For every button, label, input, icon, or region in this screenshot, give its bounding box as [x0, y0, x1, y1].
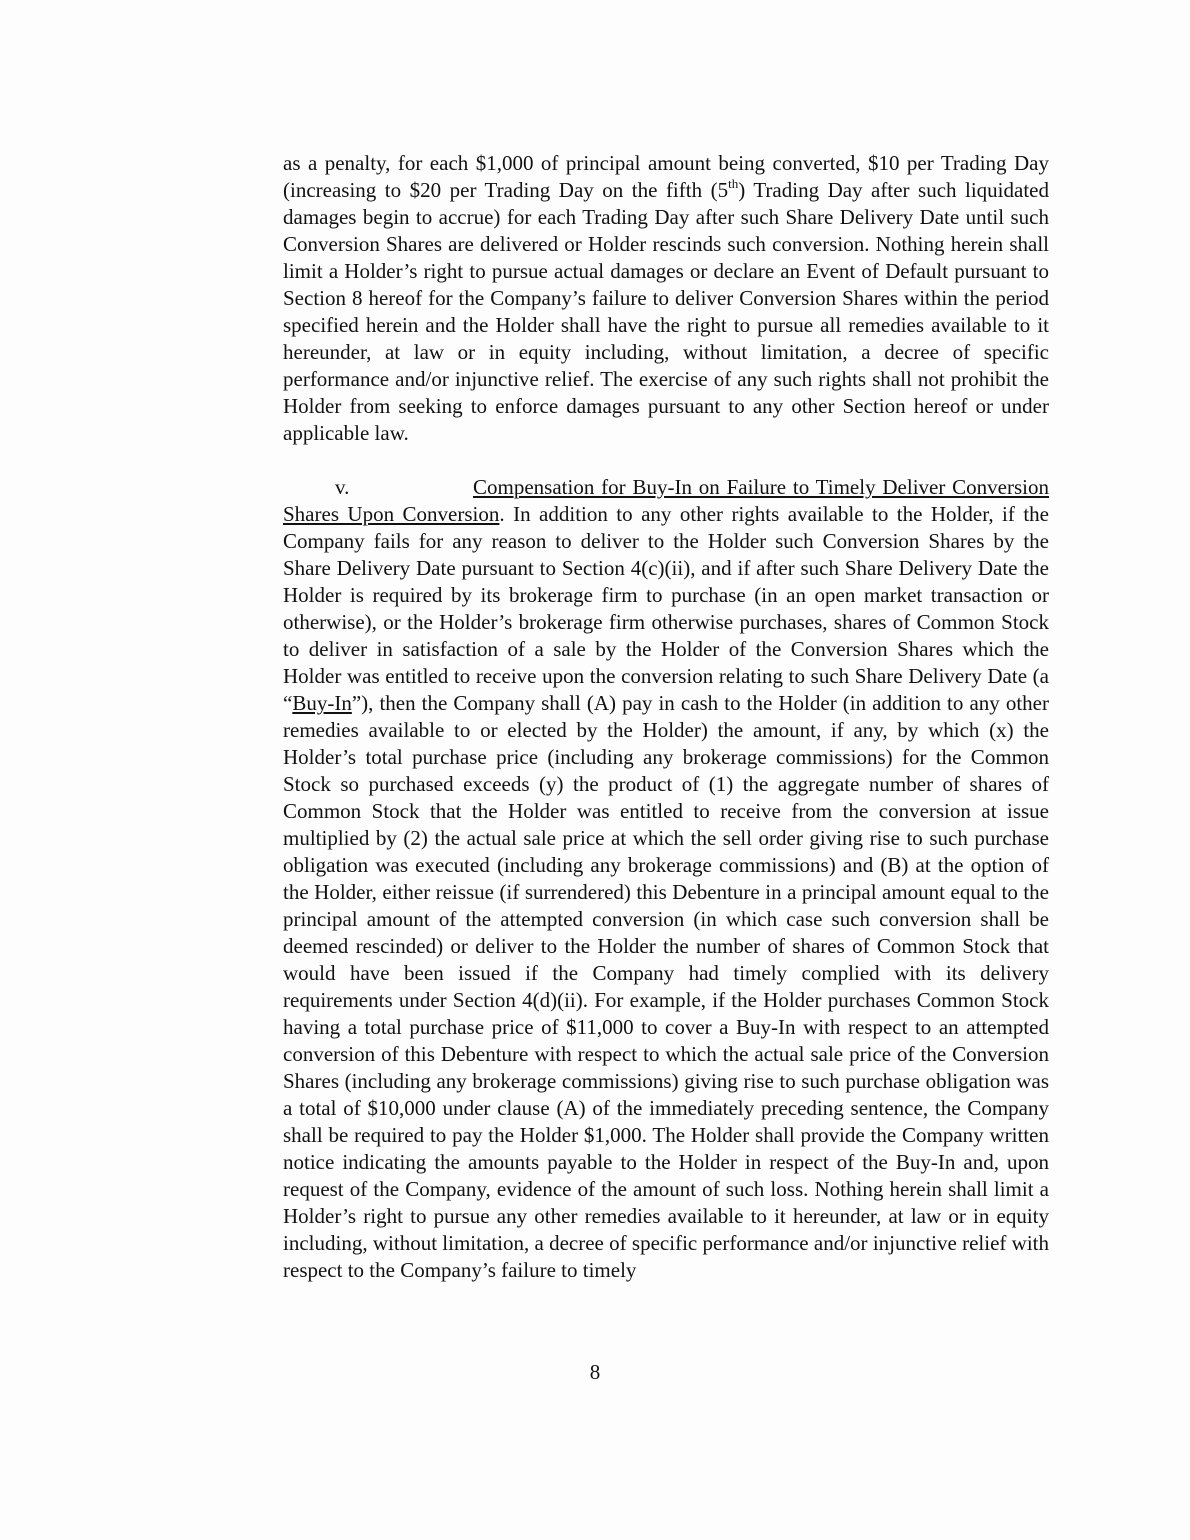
ordinal-superscript: th	[728, 176, 739, 191]
section-v-paragraph	[283, 474, 1049, 1284]
body-text	[283, 150, 1049, 1284]
section-heading-period: .	[499, 502, 505, 526]
section-heading: Compensation for Buy-In on Failure to Timely Deliver Conversion Shares Upon Conversion	[283, 475, 1049, 526]
section-marker: v.	[335, 475, 350, 499]
section-text-part-2: ”), then the Company shall (A) pay in cash to the Holder (in addition to any other remedies available to or elected by the Holder) the amount, if any, by which (x) the Holder’s total purchase price (including any brokerage commissions) for the Common Stock so purchased exceeds (y) the product of (1) the aggregate number of shares of Common Stock that the Holder was entitled to receive from the conversion at issue multiplied by (2) the actual sale price at which the sell order giving rise to such purchase obligation was executed (including any brokerage commissions) and (B) at the option of the Holder, either reissue (if surrendered) this Debenture in a principal amount equal to the principal amount of the attempted conversion (in which case such conversion shall be deemed rescinded) or deliver to the Holder the number of shares of Common Stock that would have been issued if the Company had timely complied with its delivery requirements under Section 4(d)(ii). For example, if the Holder purchases Common Stock having a total purchase price of $11,000 to cover a Buy-In with respect to an attempted conversion of this Debenture with respect to which the actual sale price of the Conversion Shares (including any brokerage commissions) giving rise to such purchase obligation was a total of $10,000 under clause (A) of the immediately preceding sentence, the Company shall be required to pay the Holder $1,000. The Holder shall provide the Company written notice indicating the amounts payable to the Holder in respect of the Buy-In and, upon request of the Company, evidence of the amount of such loss. Nothing herein shall limit a Holder’s right to pursue any other remedies available to it hereunder, at law or in equity including, without limitation, a decree of specific performance and/or injunctive relief with respect to the Company’s failure to timely	[283, 691, 1049, 1282]
section-text-part-1: In addition to any other rights available to the Holder, if the Company fails for any reason to deliver to the Holder such Conversion Shares by the Share Delivery Date pursuant to Section 4(c)(ii), and if after such Share Delivery Date the Holder is required by its brokerage firm to purchase (in an open market transaction or otherwise), or the Holder’s brokerage firm otherwise purchases, shares of Common Stock to deliver in satisfaction of a sale by the Holder of the Conversion Shares which the Holder was entitled to receive upon the conversion relating to such Share Delivery Date (a “	[283, 502, 1049, 715]
defined-term-buy-in: Buy-In	[292, 691, 352, 715]
paragraph-text-part-2: ) Trading Day after such liquidated damages begin to accrue) for each Trading Day after such Share Delivery Date until such Conversion Shares are delivered or Holder rescinds such conversion. Nothing herein shall limit a Holder’s right to pursue actual damages or declare an Event of Default pursuant to Section 8 hereof for the Company’s failure to deliver Conversion Shares within the period specified herein and the Holder shall have the right to pursue all remedies available to it hereunder, at law or in equity including, without limitation, a decree of specific performance and/or injunctive relief. The exercise of any such rights shall not prohibit the Holder from seeking to enforce damages pursuant to any other Section hereof or under applicable law.	[283, 178, 1049, 445]
continued-paragraph	[283, 150, 1049, 447]
paragraph-text-part-1: as a penalty, for each $1,000 of principal amount being converted, $10 per Trading Day (increasing to $20 per Trading Day on the fifth (5	[283, 151, 1049, 202]
page-number: 8	[589, 1360, 601, 1384]
